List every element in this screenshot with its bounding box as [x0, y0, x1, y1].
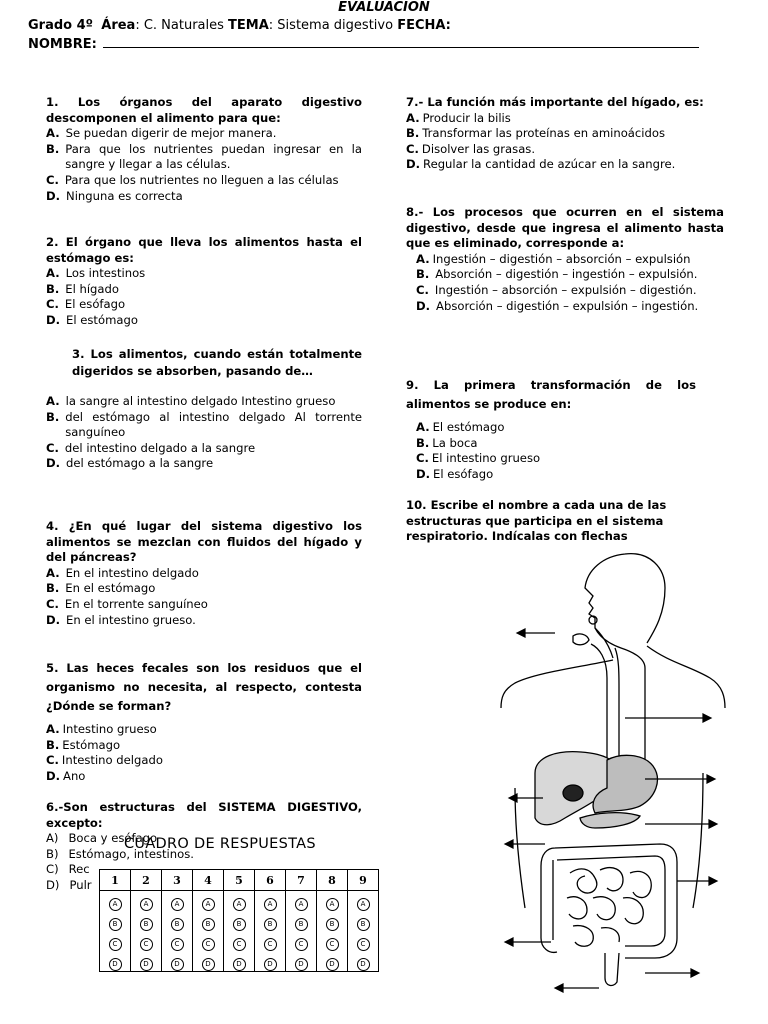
question-10-text: 10. Escribe el nombre a cada una de las estructuras que participa en el sistema respiratorio. Indícalas con flechas: [406, 498, 667, 544]
question-9-option-a[interactable]: [406, 420, 724, 436]
answer-cell: [100, 911, 131, 931]
question-5-option-d[interactable]: [46, 769, 362, 785]
question-3-option-a[interactable]: [46, 394, 362, 410]
arrow-left-4: [505, 938, 551, 946]
question-2: [46, 235, 362, 329]
question-8-option-c[interactable]: [406, 283, 724, 299]
answer-bubble-5-a[interactable]: A: [233, 898, 246, 911]
answer-cell: [162, 891, 193, 912]
question-3-option-c[interactable]: [46, 441, 362, 457]
option-text: del estómago al intestino delgado Al torrente sanguíneo: [65, 409, 362, 440]
question-4-option-d[interactable]: [46, 613, 362, 629]
option-letter: A.: [416, 420, 430, 434]
option-letter: A): [46, 831, 59, 846]
option-letter: C.: [406, 141, 419, 156]
arrow-left-5: [555, 984, 599, 992]
option-letter: D.: [46, 612, 61, 627]
option-letter: A.: [46, 394, 60, 408]
question-4-text: 4. ¿En qué lugar del sistema digestivo los alimentos se mezclan con fluidos del hígado y del páncreas?: [46, 519, 362, 565]
area-label: Área: [101, 18, 136, 33]
answer-bubble-2-d[interactable]: D: [140, 958, 153, 971]
option-text: Estómago, intestinos.: [68, 846, 194, 861]
answer-cell: [286, 891, 317, 912]
question-8: [406, 205, 724, 314]
option-letter: B.: [46, 409, 60, 424]
option-text: Boca y esófago: [68, 831, 158, 846]
large-intestine-inner: [553, 856, 665, 946]
esophagus: [591, 644, 619, 763]
option-text: Absorción – digestión – expulsión – ingestión.: [436, 298, 699, 313]
question-5: [46, 659, 362, 784]
question-9: [406, 376, 724, 482]
question-2-option-a[interactable]: [46, 266, 362, 282]
answer-bubble-3-d[interactable]: D: [171, 958, 184, 971]
question-2-text: 2. El órgano que lleva los alimentos hasta el estómago es:: [46, 235, 362, 265]
question-4-option-a[interactable]: [46, 566, 362, 582]
rectum: [605, 953, 619, 985]
answer-cell: [286, 911, 317, 931]
question-4-option-c[interactable]: [46, 597, 362, 613]
option-letter: A.: [46, 565, 60, 580]
answer-bubble-2-b[interactable]: B: [140, 918, 153, 931]
answer-cell: [348, 931, 379, 951]
option-text: Intestino delgado: [61, 753, 163, 768]
answer-column-9: 9: [348, 870, 379, 891]
left-shoulder: [501, 660, 613, 708]
question-1-option-a[interactable]: [46, 126, 362, 142]
question-10: [406, 498, 706, 545]
answer-column-8: 8: [317, 870, 348, 891]
option-text: Ingestión – digestión – absorción – expulsión: [432, 251, 691, 266]
question-5-option-a[interactable]: [46, 722, 362, 738]
answer-cell: [131, 951, 162, 972]
option-letter: D.: [416, 466, 431, 481]
answer-cell: [224, 911, 255, 931]
answer-cell: [162, 931, 193, 951]
answer-cell: [100, 951, 131, 972]
answer-column-5: 5: [224, 870, 255, 891]
option-text: El esófago: [433, 466, 494, 481]
answer-cell: [255, 951, 286, 972]
answer-bubble-2-c[interactable]: C: [140, 938, 153, 951]
option-letter: A.: [46, 722, 60, 736]
topic-value: : Sistema digestivo: [268, 18, 394, 33]
option-text: Pulr: [69, 877, 92, 892]
name-blank-line[interactable]: [103, 36, 699, 48]
large-intestine: [541, 844, 677, 958]
option-letter: B.: [46, 737, 60, 752]
exam-title: EVALUACION: [338, 0, 430, 15]
answer-cell: [162, 911, 193, 931]
torso-right: [693, 773, 703, 908]
answer-column-3: 3: [162, 870, 193, 891]
answer-cell: [131, 891, 162, 912]
option-letter: C.: [416, 451, 429, 466]
small-intestine: [567, 868, 651, 947]
topic-label: TEMA: [228, 18, 269, 33]
question-3: [46, 346, 362, 472]
answer-bubble-4-a[interactable]: A: [202, 898, 215, 911]
answer-cell: [224, 951, 255, 972]
answer-bubble-6-d[interactable]: D: [264, 958, 277, 971]
option-letter: B.: [416, 267, 430, 282]
pancreas: [580, 813, 640, 828]
option-letter: C.: [416, 282, 429, 297]
answer-bubble-1-c[interactable]: C: [109, 938, 122, 951]
option-letter: B.: [416, 435, 430, 450]
option-text: Disolver las grasas.: [421, 141, 536, 156]
date-label: FECHA:: [397, 18, 451, 33]
question-7-text: 7.- La función más importante del hígado, es:: [406, 95, 704, 109]
option-text: En el intestino delgado: [65, 565, 199, 580]
answer-bubble-8-b[interactable]: B: [326, 918, 339, 931]
option-text: la sangre al intestino delgado Intestino grueso: [65, 394, 336, 408]
question-9-option-d[interactable]: [406, 467, 724, 483]
answer-cell: [193, 931, 224, 951]
option-letter: D.: [416, 298, 431, 313]
question-8-option-a[interactable]: [406, 252, 724, 268]
question-1: [46, 95, 362, 204]
option-text: El estómago: [432, 420, 505, 434]
answer-bubble-6-c[interactable]: C: [264, 938, 277, 951]
question-1-text: 1. Los órganos del aparato digestivo descomponen el alimento para que:: [46, 95, 362, 125]
answer-bubble-7-b[interactable]: B: [295, 918, 308, 931]
question-9-option-b[interactable]: [406, 436, 724, 452]
answer-bubble-6-a[interactable]: A: [264, 898, 277, 911]
question-5-option-c[interactable]: [46, 753, 362, 769]
option-letter: D): [46, 877, 60, 892]
answer-bubble-7-a[interactable]: A: [295, 898, 308, 911]
torso-left: [515, 788, 525, 908]
answer-bubble-8-d[interactable]: D: [326, 958, 339, 971]
answer-bubble-5-b[interactable]: B: [233, 918, 246, 931]
answer-cell: [224, 931, 255, 951]
option-letter: B.: [46, 141, 60, 156]
answer-grid: [99, 869, 379, 972]
answer-cell: [286, 951, 317, 972]
option-letter: C.: [46, 297, 59, 312]
answer-bubble-6-b[interactable]: B: [264, 918, 277, 931]
question-9-option-c[interactable]: [406, 451, 724, 467]
question-2-option-b[interactable]: [46, 282, 362, 298]
answer-cell: [131, 911, 162, 931]
question-9-text: 9. La primera transformación de los alimentos se produce en:: [406, 378, 696, 411]
answer-bubble-4-d[interactable]: D: [202, 958, 215, 971]
arrow-left-1: [517, 629, 555, 637]
answer-cell: [224, 891, 255, 912]
answer-bubble-5-d[interactable]: D: [233, 958, 246, 971]
option-text: En el intestino grueso.: [66, 612, 196, 627]
answer-bubble-3-c[interactable]: C: [171, 938, 184, 951]
option-text: Absorción – digestión – ingestión – expulsión.: [435, 267, 698, 282]
question-4-option-b[interactable]: [46, 581, 362, 597]
answer-bubble-5-c[interactable]: C: [233, 938, 246, 951]
option-letter: D.: [46, 312, 61, 327]
option-text: En el torrente sanguíneo: [64, 596, 208, 611]
answer-bubble-3-b[interactable]: B: [171, 918, 184, 931]
option-text: Los intestinos: [65, 266, 146, 281]
head-outline: [585, 554, 665, 788]
question-3-option-b[interactable]: [46, 410, 362, 441]
answer-bubble-9-a[interactable]: A: [357, 898, 370, 911]
question-8-text: 8.- Los procesos que ocurren en el sistema digestivo, desde que ingresa el alimento hasta que es eliminado, corresponde a:: [406, 205, 724, 251]
answer-row-d: [100, 951, 379, 972]
option-text: Ano: [63, 768, 86, 783]
answer-cell: [100, 891, 131, 912]
option-text: El estómago: [66, 312, 138, 327]
answer-cell: [162, 951, 193, 972]
answer-column-4: 4: [193, 870, 224, 891]
answer-cell: [317, 931, 348, 951]
answer-cell: [255, 931, 286, 951]
question-3-text: 3. Los alimentos, cuando están totalmente digeridos se absorben, pasando de…: [72, 347, 362, 378]
answer-column-7: 7: [286, 870, 317, 891]
option-letter: A.: [46, 266, 60, 281]
name-label: NOMBRE:: [28, 37, 97, 52]
area-value: : C. Naturales: [135, 18, 224, 33]
question-5-option-b[interactable]: [46, 738, 362, 754]
option-letter: B): [46, 846, 59, 861]
option-text: Para que los nutrientes no lleguen a las células: [64, 172, 339, 187]
question-2-option-c[interactable]: [46, 297, 362, 313]
answer-row-c: [100, 931, 379, 951]
answer-bubble-3-a[interactable]: A: [171, 898, 184, 911]
answer-bubble-9-c[interactable]: C: [357, 938, 370, 951]
question-7-option-a[interactable]: [406, 111, 724, 127]
right-shoulder: [647, 646, 725, 708]
gallbladder: [563, 785, 583, 801]
answer-bubble-9-d[interactable]: D: [357, 958, 370, 971]
answer-cell: [193, 911, 224, 931]
option-letter: C.: [46, 440, 59, 455]
arrow-left-3: [505, 840, 545, 848]
answer-cell: [348, 891, 379, 912]
arrow-right-5: [645, 969, 699, 977]
option-text: Intestino grueso: [62, 722, 157, 736]
option-text: Se puedan digerir de mejor manera.: [65, 126, 277, 141]
question-7-option-c[interactable]: [406, 142, 724, 158]
option-letter: C): [46, 862, 59, 877]
option-letter: C.: [46, 753, 59, 768]
option-letter: D.: [46, 456, 61, 471]
name-line: [28, 36, 699, 52]
answer-bubble-9-b[interactable]: B: [357, 918, 370, 931]
question-4: [46, 519, 362, 628]
question-7-option-b[interactable]: [406, 126, 724, 142]
option-letter: C.: [46, 596, 59, 611]
grade-label: Grado 4º: [28, 18, 93, 33]
answer-column-2: 2: [131, 870, 162, 891]
arrow-right-1: [625, 714, 711, 722]
question-7-option-d[interactable]: [406, 157, 724, 173]
option-text: Estómago: [62, 737, 121, 752]
question-1-option-b[interactable]: [46, 142, 362, 173]
option-text: En el estómago: [65, 581, 156, 596]
answer-cell: [348, 911, 379, 931]
answer-bubble-4-b[interactable]: B: [202, 918, 215, 931]
answer-column-6: 6: [255, 870, 286, 891]
option-text: La boca: [432, 435, 478, 450]
answer-bubble-2-a[interactable]: A: [140, 898, 153, 911]
option-text: Transformar las proteínas en aminoácidos: [422, 126, 665, 141]
question-5-text: 5. Las heces fecales son los residuos que el organismo no necesita, al respecto, contesta ¿Dónde se forman?: [46, 661, 362, 713]
answer-cell: [193, 951, 224, 972]
question-2-option-d[interactable]: [46, 313, 362, 329]
option-letter: B.: [46, 581, 60, 596]
option-letter: A.: [416, 251, 430, 266]
answer-row-b: [100, 911, 379, 931]
header-info-line: [28, 18, 451, 33]
option-letter: A.: [406, 110, 420, 125]
answer-box-title: CUADRO DE RESPUESTAS: [124, 836, 316, 852]
answer-cell: [317, 911, 348, 931]
answer-bubble-1-a[interactable]: A: [109, 898, 122, 911]
answer-column-1: 1: [100, 870, 131, 891]
answer-bubble-8-a[interactable]: A: [326, 898, 339, 911]
question-8-option-b[interactable]: [406, 267, 724, 283]
answer-row-a: [100, 891, 379, 912]
answer-cell: [286, 931, 317, 951]
option-text: El esófago: [64, 297, 126, 312]
question-6-text: 6.-Son estructuras del SISTEMA DIGESTIVO, excepto:: [46, 800, 362, 830]
answer-cell: [348, 951, 379, 972]
option-text: Rec: [68, 862, 90, 877]
option-letter: D.: [46, 188, 61, 203]
option-letter: D.: [406, 157, 421, 172]
question-3-option-d[interactable]: [46, 456, 362, 472]
option-text: El intestino grueso: [431, 451, 541, 466]
answer-bubble-1-b[interactable]: B: [109, 918, 122, 931]
option-letter: C.: [46, 172, 59, 187]
answer-cell: [317, 951, 348, 972]
mouth-detail: [573, 634, 589, 645]
answer-cell: [255, 911, 286, 931]
answer-cell: [255, 891, 286, 912]
question-1-option-c[interactable]: [46, 173, 362, 189]
option-letter: B.: [46, 281, 60, 296]
answer-bubble-7-d[interactable]: D: [295, 958, 308, 971]
option-letter: D.: [46, 768, 61, 783]
option-text: Para que los nutrientes puedan ingresar en la sangre y llegar a las células.: [65, 141, 362, 172]
question-7: [406, 95, 724, 173]
arrow-right-3: [645, 820, 717, 828]
question-1-option-d[interactable]: [46, 189, 362, 205]
answer-bubble-1-d[interactable]: D: [109, 958, 122, 971]
question-8-option-d[interactable]: [406, 299, 724, 315]
option-letter: A.: [46, 126, 60, 141]
answer-cell: [100, 931, 131, 951]
answer-cell: [317, 891, 348, 912]
answer-bubble-7-c[interactable]: C: [295, 938, 308, 951]
option-text: del estómago a la sangre: [66, 456, 214, 471]
answer-bubble-8-c[interactable]: C: [326, 938, 339, 951]
option-text: Ninguna es correcta: [66, 188, 183, 203]
option-letter: B.: [406, 126, 420, 141]
answer-cell: [193, 891, 224, 912]
answer-cell: [131, 931, 162, 951]
answer-bubble-4-c[interactable]: C: [202, 938, 215, 951]
option-text: El hígado: [65, 281, 119, 296]
option-text: Producir la bilis: [422, 110, 511, 125]
option-text: Ingestión – absorción – expulsión – digestión.: [434, 282, 697, 297]
option-text: del intestino delgado a la sangre: [64, 440, 256, 455]
option-text: Regular la cantidad de azúcar en la sangre.: [423, 157, 676, 172]
digestive-system-diagram: [495, 548, 735, 998]
